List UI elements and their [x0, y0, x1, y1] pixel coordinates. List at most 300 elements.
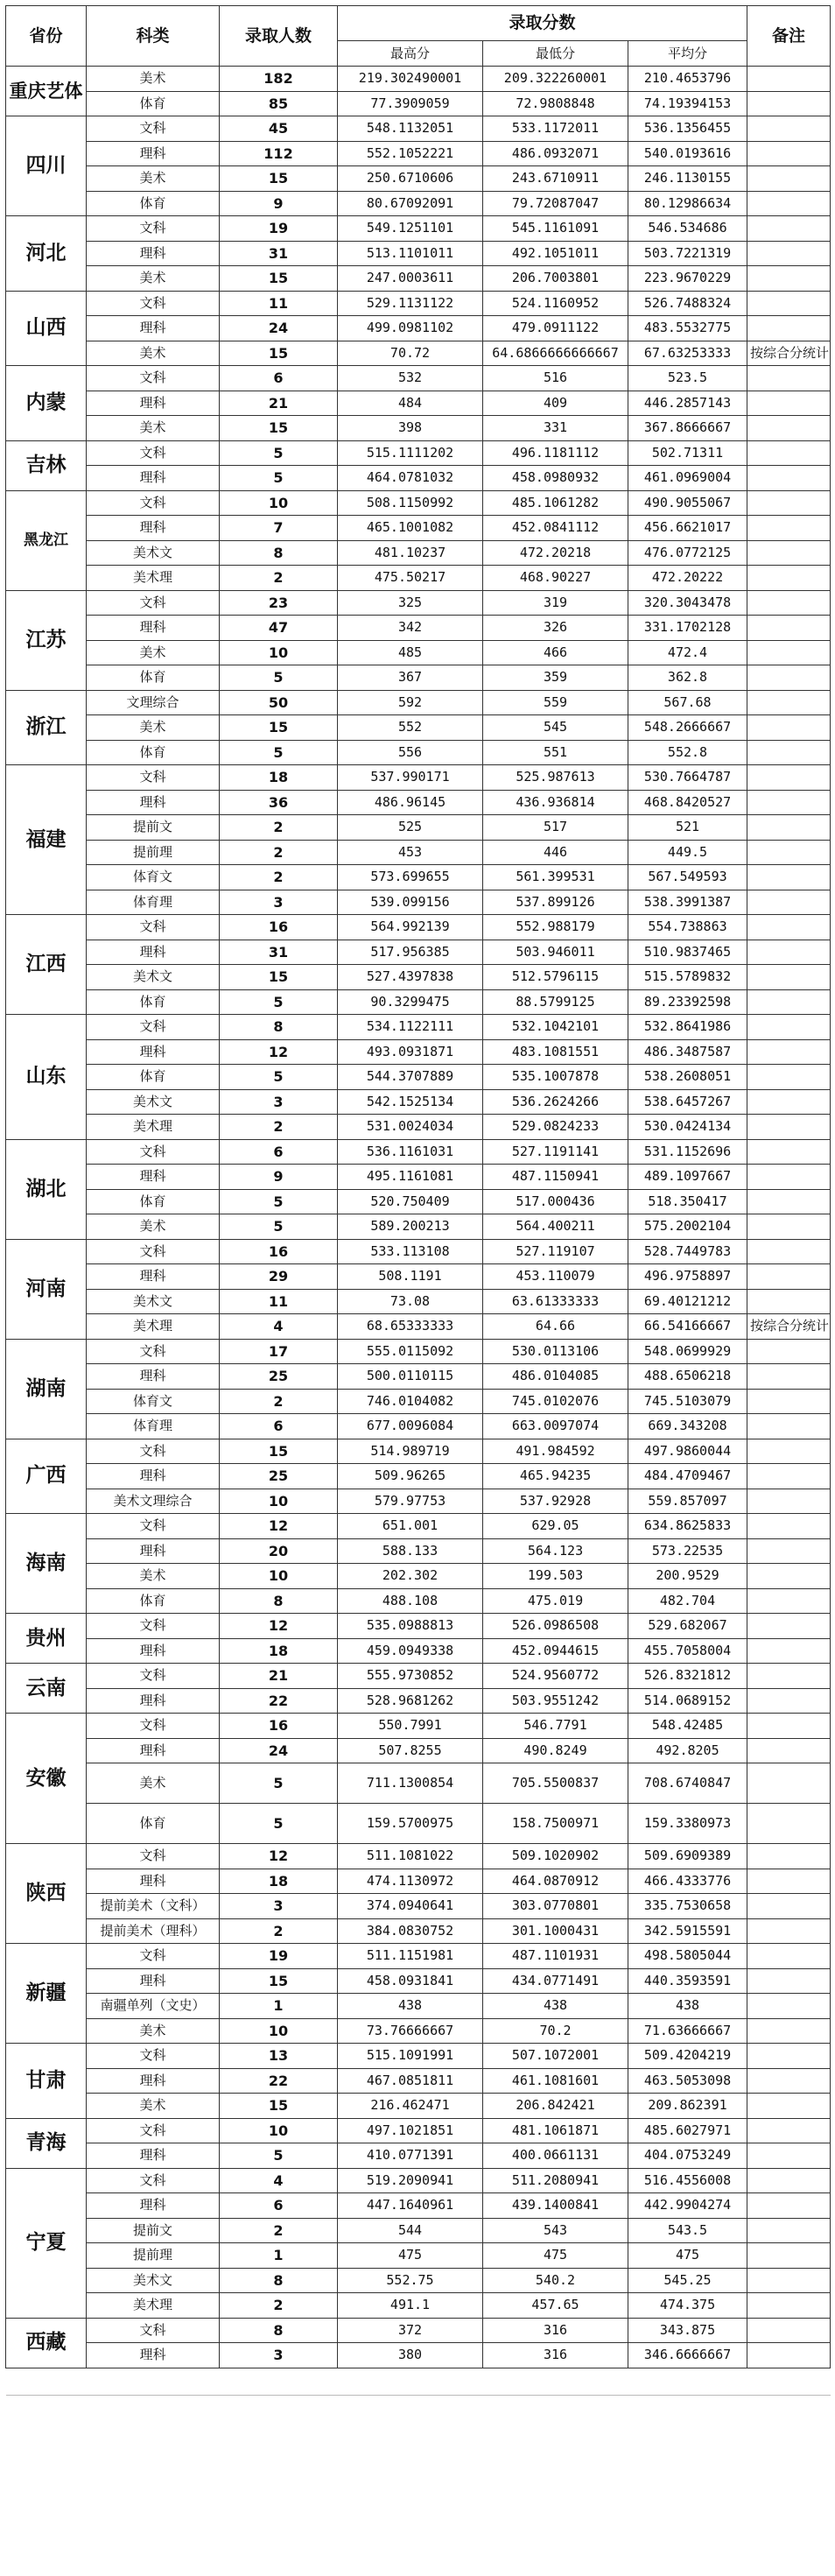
- max-score-cell: 481.10237: [338, 540, 483, 566]
- category-cell: 文科: [87, 1664, 220, 1689]
- min-score-cell: 465.94235: [483, 1464, 628, 1489]
- category-cell: 美术理: [87, 1115, 220, 1140]
- count-cell: 9: [220, 191, 338, 216]
- province-cell: 陕西: [6, 1844, 87, 1944]
- max-score-cell: 544.3707889: [338, 1065, 483, 1090]
- remark-cell: [747, 1763, 831, 1804]
- remark-cell: [747, 291, 831, 316]
- category-cell: 理科: [87, 141, 220, 166]
- min-score-cell: 526.0986508: [483, 1614, 628, 1639]
- min-score-cell: 438: [483, 1994, 628, 2019]
- count-cell: 5: [220, 1214, 338, 1240]
- remark-cell: [747, 1994, 831, 2019]
- remark-cell: [747, 890, 831, 915]
- category-cell: 理科: [87, 2343, 220, 2368]
- avg-score-cell: 74.19394153: [628, 91, 747, 116]
- category-cell: 文科: [87, 440, 220, 466]
- remark-cell: [747, 2318, 831, 2343]
- count-cell: 2: [220, 1918, 338, 1944]
- avg-score-cell: 80.12986634: [628, 191, 747, 216]
- count-cell: 2: [220, 566, 338, 591]
- remark-cell: [747, 865, 831, 890]
- count-cell: 19: [220, 216, 338, 242]
- avg-score-cell: 71.63666667: [628, 2018, 747, 2044]
- max-score-cell: 539.099156: [338, 890, 483, 915]
- category-cell: 美术: [87, 416, 220, 441]
- avg-score-cell: 488.6506218: [628, 1364, 747, 1390]
- min-score-cell: 485.1061282: [483, 490, 628, 516]
- data-row: [6, 391, 831, 416]
- max-score-cell: 520.750409: [338, 1189, 483, 1214]
- avg-score-cell: 474.375: [628, 2293, 747, 2319]
- count-cell: 29: [220, 1264, 338, 1290]
- remark-cell: [747, 2168, 831, 2193]
- data-row: [6, 590, 831, 616]
- avg-score-cell: 472.20222: [628, 566, 747, 591]
- max-score-cell: 464.0781032: [338, 466, 483, 491]
- category-cell: 美术: [87, 67, 220, 92]
- avg-score-cell: 567.68: [628, 690, 747, 715]
- avg-score-cell: 540.0193616: [628, 141, 747, 166]
- avg-score-cell: 485.6027971: [628, 2118, 747, 2143]
- data-row: [6, 665, 831, 691]
- min-score-cell: 409: [483, 391, 628, 416]
- min-score-cell: 561.399531: [483, 865, 628, 890]
- max-score-cell: 508.1150992: [338, 490, 483, 516]
- data-row: [6, 2044, 831, 2069]
- remark-cell: [747, 1894, 831, 1919]
- data-row: [6, 216, 831, 242]
- min-score-cell: 439.1400841: [483, 2193, 628, 2219]
- category-cell: 体育: [87, 740, 220, 765]
- avg-score-cell: 516.4556008: [628, 2168, 747, 2193]
- remark-cell: [747, 640, 831, 665]
- category-cell: 美术: [87, 640, 220, 665]
- min-score-cell: 319: [483, 590, 628, 616]
- max-score-cell: 515.1091991: [338, 2044, 483, 2069]
- empty-cell: [628, 2395, 747, 2422]
- avg-score-cell: 575.2002104: [628, 1214, 747, 1240]
- min-score-cell: 530.0113106: [483, 1339, 628, 1364]
- count-cell: 15: [220, 1439, 338, 1464]
- max-score-cell: 511.1081022: [338, 1844, 483, 1869]
- category-cell: 文科: [87, 1844, 220, 1869]
- avg-score-cell: 514.0689152: [628, 1688, 747, 1714]
- remark-cell: [747, 440, 831, 466]
- remark-cell: [747, 690, 831, 715]
- min-score-cell: 466: [483, 640, 628, 665]
- min-score-cell: 545: [483, 715, 628, 741]
- count-cell: 182: [220, 67, 338, 92]
- category-cell: 文科: [87, 915, 220, 940]
- avg-score-cell: 486.3487587: [628, 1039, 747, 1065]
- data-row: [6, 1489, 831, 1514]
- count-cell: 4: [220, 2168, 338, 2193]
- category-cell: 理科: [87, 2193, 220, 2219]
- data-row: [6, 2018, 831, 2044]
- count-cell: 5: [220, 1804, 338, 1844]
- empty-cell: [747, 2368, 831, 2395]
- avg-score-cell: 503.7221319: [628, 241, 747, 266]
- empty-row: [6, 2395, 831, 2422]
- province-cell: 新疆: [6, 1944, 87, 2044]
- category-cell: 美术: [87, 266, 220, 292]
- max-score-cell: 552.1052221: [338, 141, 483, 166]
- min-score-cell: 545.1161091: [483, 216, 628, 242]
- max-score-cell: 410.0771391: [338, 2143, 483, 2169]
- data-row: [6, 1165, 831, 1190]
- data-row: [6, 1738, 831, 1763]
- remark-cell: [747, 940, 831, 965]
- min-score-cell: 524.1160952: [483, 291, 628, 316]
- avg-score-cell: 526.7488324: [628, 291, 747, 316]
- avg-score-cell: 536.1356455: [628, 116, 747, 142]
- data-row: [6, 91, 831, 116]
- remark-cell: [747, 2218, 831, 2243]
- category-cell: 文科: [87, 590, 220, 616]
- avg-score-cell: 223.9670229: [628, 266, 747, 292]
- avg-score-cell: 634.8625833: [628, 1514, 747, 1539]
- province-cell: 重庆艺体: [6, 67, 87, 116]
- data-row: [6, 915, 831, 940]
- data-row: [6, 1538, 831, 1564]
- admission-table: [5, 5, 831, 2422]
- empty-cell: [6, 2368, 87, 2395]
- remark-cell: [747, 715, 831, 741]
- category-cell: 文科: [87, 2118, 220, 2143]
- province-cell: 海南: [6, 1514, 87, 1614]
- min-score-cell: 472.20218: [483, 540, 628, 566]
- avg-score-cell: 669.343208: [628, 1414, 747, 1439]
- empty-cell: [483, 2395, 628, 2422]
- count-cell: 24: [220, 1738, 338, 1763]
- remark-cell: [747, 67, 831, 92]
- data-row: [6, 2193, 831, 2219]
- avg-score-cell: 530.7664787: [628, 765, 747, 791]
- max-score-cell: 486.96145: [338, 790, 483, 815]
- data-row: [6, 765, 831, 791]
- count-cell: 18: [220, 765, 338, 791]
- data-row: [6, 1339, 831, 1364]
- count-cell: 18: [220, 1869, 338, 1894]
- category-cell: 提前美术（文科）: [87, 1894, 220, 1919]
- remark-cell: [747, 241, 831, 266]
- min-score-cell: 64.6866666666667: [483, 341, 628, 366]
- count-cell: 13: [220, 2044, 338, 2069]
- max-score-cell: 372: [338, 2318, 483, 2343]
- min-score-cell: 511.2080941: [483, 2168, 628, 2193]
- remark-cell: [747, 2293, 831, 2319]
- max-score-cell: 384.0830752: [338, 1918, 483, 1944]
- max-score-cell: 374.0940641: [338, 1894, 483, 1919]
- avg-score-cell: 515.5789832: [628, 965, 747, 990]
- avg-score-cell: 66.54166667: [628, 1314, 747, 1340]
- header-province: 省份: [6, 6, 87, 67]
- max-score-cell: 564.992139: [338, 915, 483, 940]
- min-score-cell: 535.1007878: [483, 1065, 628, 1090]
- max-score-cell: 491.1: [338, 2293, 483, 2319]
- data-row: [6, 890, 831, 915]
- remark-cell: [747, 1714, 831, 1739]
- count-cell: 11: [220, 291, 338, 316]
- min-score-cell: 63.61333333: [483, 1289, 628, 1314]
- count-cell: 16: [220, 1714, 338, 1739]
- category-cell: 美术: [87, 2018, 220, 2044]
- avg-score-cell: 335.7530658: [628, 1894, 747, 1919]
- max-score-cell: 552.75: [338, 2268, 483, 2293]
- max-score-cell: 467.0851811: [338, 2068, 483, 2094]
- max-score-cell: 677.0096084: [338, 1414, 483, 1439]
- remark-cell: [747, 740, 831, 765]
- remark-cell: [747, 1968, 831, 1994]
- avg-score-cell: 246.1130155: [628, 166, 747, 192]
- category-cell: 提前理: [87, 840, 220, 865]
- min-score-cell: 79.72087047: [483, 191, 628, 216]
- data-row: [6, 316, 831, 341]
- avg-score-cell: 531.1152696: [628, 1139, 747, 1165]
- province-cell: 河南: [6, 1239, 87, 1339]
- category-cell: 理科: [87, 1464, 220, 1489]
- count-cell: 2: [220, 840, 338, 865]
- avg-score-cell: 343.875: [628, 2318, 747, 2343]
- count-cell: 19: [220, 1944, 338, 1969]
- min-score-cell: 206.7003801: [483, 266, 628, 292]
- category-cell: 理科: [87, 466, 220, 491]
- min-score-cell: 301.1000431: [483, 1918, 628, 1944]
- max-score-cell: 550.7991: [338, 1714, 483, 1739]
- remark-cell: [747, 566, 831, 591]
- data-row: [6, 440, 831, 466]
- category-cell: 理科: [87, 391, 220, 416]
- max-score-cell: 588.133: [338, 1538, 483, 1564]
- count-cell: 3: [220, 2343, 338, 2368]
- max-score-cell: 508.1191: [338, 1264, 483, 1290]
- header-admitted: 录取人数: [220, 6, 338, 67]
- category-cell: 体育: [87, 1804, 220, 1844]
- province-cell: 山西: [6, 291, 87, 366]
- max-score-cell: 325: [338, 590, 483, 616]
- remark-cell: [747, 1514, 831, 1539]
- min-score-cell: 564.400211: [483, 1214, 628, 1240]
- min-score-cell: 496.1181112: [483, 440, 628, 466]
- count-cell: 5: [220, 1763, 338, 1804]
- max-score-cell: 485: [338, 640, 483, 665]
- remark-cell: [747, 1439, 831, 1464]
- min-score-cell: 492.1051011: [483, 241, 628, 266]
- count-cell: 22: [220, 1688, 338, 1714]
- category-cell: 文科: [87, 366, 220, 391]
- category-cell: 体育理: [87, 890, 220, 915]
- min-score-cell: 316: [483, 2343, 628, 2368]
- count-cell: 23: [220, 590, 338, 616]
- category-cell: 美术: [87, 715, 220, 741]
- avg-score-cell: 466.4333776: [628, 1869, 747, 1894]
- min-score-cell: 359: [483, 665, 628, 691]
- remark-cell: [747, 1414, 831, 1439]
- category-cell: 理科: [87, 940, 220, 965]
- category-cell: 美术: [87, 1214, 220, 1240]
- min-score-cell: 452.0841112: [483, 516, 628, 541]
- min-score-cell: 72.9808848: [483, 91, 628, 116]
- avg-score-cell: 476.0772125: [628, 540, 747, 566]
- max-score-cell: 484: [338, 391, 483, 416]
- count-cell: 5: [220, 440, 338, 466]
- max-score-cell: 519.2090941: [338, 2168, 483, 2193]
- min-score-cell: 458.0980932: [483, 466, 628, 491]
- avg-score-cell: 463.5053098: [628, 2068, 747, 2094]
- remark-cell: [747, 2268, 831, 2293]
- data-row: [6, 540, 831, 566]
- category-cell: 文科: [87, 2318, 220, 2343]
- data-row: [6, 815, 831, 841]
- max-score-cell: 549.1251101: [338, 216, 483, 242]
- category-cell: 美术: [87, 1564, 220, 1589]
- category-cell: 文科: [87, 1239, 220, 1264]
- remark-cell: [747, 2068, 831, 2094]
- remark-cell: [747, 1214, 831, 1240]
- empty-cell: [6, 2395, 87, 2422]
- max-score-cell: 90.3299475: [338, 989, 483, 1015]
- avg-score-cell: 528.7449783: [628, 1239, 747, 1264]
- data-row: [6, 1944, 831, 1969]
- category-cell: 理科: [87, 1264, 220, 1290]
- max-score-cell: 342: [338, 616, 483, 641]
- category-cell: 理科: [87, 2068, 220, 2094]
- avg-score-cell: 209.862391: [628, 2094, 747, 2119]
- avg-score-cell: 490.9055067: [628, 490, 747, 516]
- category-cell: 文科: [87, 1614, 220, 1639]
- empty-cell: [338, 2368, 483, 2395]
- data-row: [6, 790, 831, 815]
- province-cell: 山东: [6, 1015, 87, 1140]
- category-cell: 理科: [87, 790, 220, 815]
- remark-cell: [747, 1139, 831, 1165]
- avg-score-cell: 530.0424134: [628, 1115, 747, 1140]
- province-cell: 青海: [6, 2118, 87, 2168]
- min-score-cell: 206.842421: [483, 2094, 628, 2119]
- min-score-cell: 316: [483, 2318, 628, 2343]
- max-score-cell: 475.50217: [338, 566, 483, 591]
- count-cell: 15: [220, 166, 338, 192]
- category-cell: 美术: [87, 2094, 220, 2119]
- min-score-cell: 543: [483, 2218, 628, 2243]
- count-cell: 21: [220, 391, 338, 416]
- max-score-cell: 525: [338, 815, 483, 841]
- data-row: [6, 640, 831, 665]
- empty-cell: [220, 2368, 338, 2395]
- avg-score-cell: 159.3380973: [628, 1804, 747, 1844]
- max-score-cell: 453: [338, 840, 483, 865]
- count-cell: 12: [220, 1844, 338, 1869]
- avg-score-cell: 446.2857143: [628, 391, 747, 416]
- data-row: [6, 2168, 831, 2193]
- count-cell: 3: [220, 1089, 338, 1115]
- min-score-cell: 540.2: [483, 2268, 628, 2293]
- count-cell: 16: [220, 915, 338, 940]
- category-cell: 文科: [87, 1714, 220, 1739]
- max-score-cell: 499.0981102: [338, 316, 483, 341]
- avg-score-cell: 538.2608051: [628, 1065, 747, 1090]
- count-cell: 31: [220, 940, 338, 965]
- max-score-cell: 447.1640961: [338, 2193, 483, 2219]
- count-cell: 2: [220, 1389, 338, 1414]
- max-score-cell: 474.1130972: [338, 1869, 483, 1894]
- data-row: [6, 1588, 831, 1614]
- avg-score-cell: 518.350417: [628, 1189, 747, 1214]
- category-cell: 提前美术（理科）: [87, 1918, 220, 1944]
- avg-score-cell: 497.9860044: [628, 1439, 747, 1464]
- province-cell: 甘肃: [6, 2044, 87, 2119]
- max-score-cell: 70.72: [338, 341, 483, 366]
- max-score-cell: 514.989719: [338, 1439, 483, 1464]
- min-score-cell: 453.110079: [483, 1264, 628, 1290]
- category-cell: 文科: [87, 1439, 220, 1464]
- max-score-cell: 80.67092091: [338, 191, 483, 216]
- header-category: 科类: [87, 6, 220, 67]
- count-cell: 8: [220, 1588, 338, 1614]
- avg-score-cell: 342.5915591: [628, 1918, 747, 1944]
- data-row: [6, 1638, 831, 1664]
- header-row: [6, 6, 831, 41]
- avg-score-cell: 69.40121212: [628, 1289, 747, 1314]
- data-row: [6, 141, 831, 166]
- avg-score-cell: 567.549593: [628, 865, 747, 890]
- count-cell: 2: [220, 1115, 338, 1140]
- data-row: [6, 1844, 831, 1869]
- count-cell: 3: [220, 1894, 338, 1919]
- data-row: [6, 965, 831, 990]
- min-score-cell: 546.7791: [483, 1714, 628, 1739]
- data-row: [6, 266, 831, 292]
- avg-score-cell: 475: [628, 2243, 747, 2269]
- avg-score-cell: 502.71311: [628, 440, 747, 466]
- count-cell: 15: [220, 715, 338, 741]
- data-row: [6, 690, 831, 715]
- max-score-cell: 555.9730852: [338, 1664, 483, 1689]
- max-score-cell: 495.1161081: [338, 1165, 483, 1190]
- data-row: [6, 865, 831, 890]
- empty-cell: [338, 2395, 483, 2422]
- count-cell: 5: [220, 1189, 338, 1214]
- province-cell: 宁夏: [6, 2168, 87, 2318]
- count-cell: 16: [220, 1239, 338, 1264]
- remark-cell: [747, 2044, 831, 2069]
- data-row: [6, 1869, 831, 1894]
- min-score-cell: 303.0770801: [483, 1894, 628, 1919]
- data-row: [6, 1089, 831, 1115]
- count-cell: 45: [220, 116, 338, 142]
- min-score-cell: 452.0944615: [483, 1638, 628, 1664]
- remark-cell: [747, 1738, 831, 1763]
- category-cell: 美术文: [87, 2268, 220, 2293]
- category-cell: 文科: [87, 1139, 220, 1165]
- min-score-cell: 486.0104085: [483, 1364, 628, 1390]
- header-avg-score: 平均分: [628, 41, 747, 67]
- count-cell: 5: [220, 989, 338, 1015]
- category-cell: 文科: [87, 1514, 220, 1539]
- min-score-cell: 536.2624266: [483, 1089, 628, 1115]
- remark-cell: [747, 965, 831, 990]
- max-score-cell: 555.0115092: [338, 1339, 483, 1364]
- remark-cell: [747, 1804, 831, 1844]
- max-score-cell: 159.5700975: [338, 1804, 483, 1844]
- data-row: [6, 940, 831, 965]
- category-cell: 美术理: [87, 566, 220, 591]
- min-score-cell: 331: [483, 416, 628, 441]
- max-score-cell: 535.0988813: [338, 1614, 483, 1639]
- remark-cell: [747, 1239, 831, 1264]
- empty-cell: [628, 2368, 747, 2395]
